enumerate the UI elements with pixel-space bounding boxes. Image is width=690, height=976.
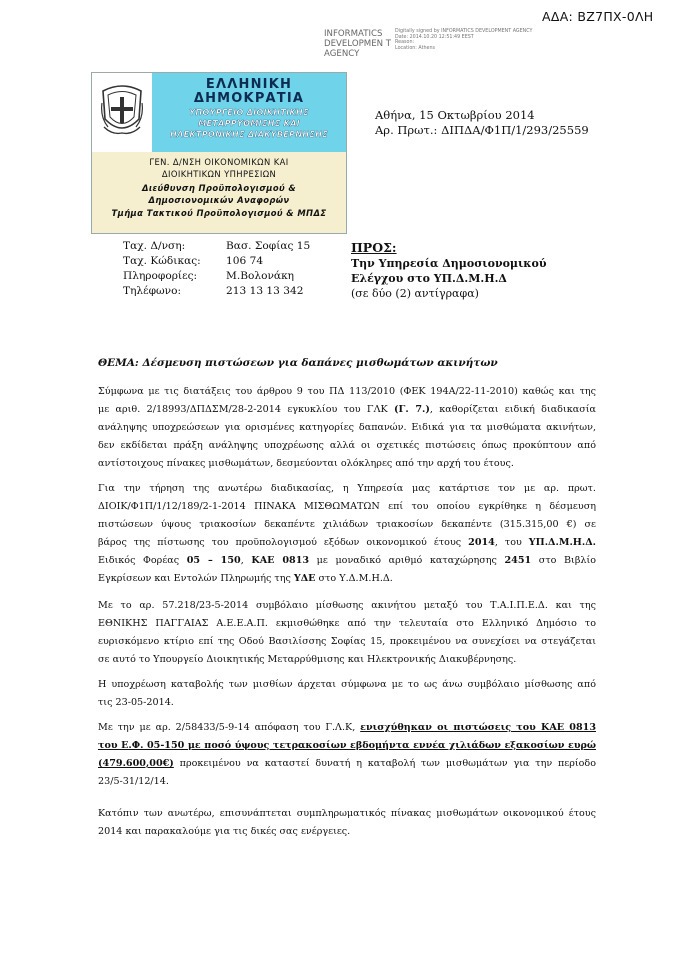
contact-value: 213 13 13 342 bbox=[226, 285, 304, 297]
contact-value: 106 74 bbox=[226, 255, 264, 267]
directorate-line3: Διεύθυνση Προϋπολογισμού & bbox=[141, 183, 297, 193]
body-line: Για την τήρηση της ανωτέρω διαδικασίας, η Υπηρεσία μας κατάρτισε τον με αρ. πρωτ. bbox=[98, 483, 596, 494]
body-line: Η υποχρέωση καταβολής των μισθίων άρχεται σύμφωνα με το ως άνω συμβόλαιο μίσθωσης από bbox=[98, 679, 596, 690]
greek-coat-of-arms-icon bbox=[100, 83, 144, 139]
body-line: (479.600,00€) προκειμένου να καταστεί δυνατή η καταβολή των μισθωμάτων για την περίοδο bbox=[98, 758, 596, 769]
body-line: δεν εκδίδεται πράξη ανάληψης υποχρέωσης αλλά οι σχετικές πιστώσεις όπως προκύπτουν από bbox=[98, 440, 596, 451]
body-line: Ειδικός Φορέας 05 – 150, ΚΑΕ 0813 με μοναδικό αριθμό καταχώρησης 2451 στο Βιβλίο bbox=[98, 555, 596, 566]
directorate-line5: Τμήμα Τακτικού Προϋπολογισμού & ΜΠΔΣ bbox=[111, 208, 327, 218]
body-line: Με την με αρ. 2/58433/5-9-14 απόφαση του Γ.Λ.Κ, ενισχύθηκαν οι πιστώσεις του ΚΑΕ 0813 bbox=[98, 722, 596, 733]
body-line: αντίστοιχους πίνακες μισθωμάτων, δεσμεύονται ολόκληρες από την αρχή του έτους. bbox=[98, 458, 514, 469]
recipient-line1: Την Υπηρεσία Δημοσιονομικού bbox=[351, 257, 547, 270]
contact-label: Τηλέφωνο: bbox=[123, 285, 182, 297]
ministry-line2: ΜΕΤΑΡΡΥΘΜΙΣΗΣ ΚΑΙ bbox=[198, 118, 300, 128]
digital-signature-agency: INFORMATICS DEVELOPMEN T AGENCY bbox=[324, 29, 392, 59]
body-line: με αριθ. 2/18993/ΔΠΔΣΜ/28-2-2014 εγκυκλίου του ΓΛΚ (Γ. 7.), καθορίζεται ειδική διαδικασία bbox=[98, 404, 596, 415]
protocol-number: Αρ. Πρωτ.: ΔΙΠΔΑ/Φ1Π/1/293/25559 bbox=[375, 123, 589, 137]
body-line: τις 23-05-2014. bbox=[98, 697, 174, 708]
ada-code: ΑΔΑ: ΒΖ7ΠΧ-0ΛΗ bbox=[542, 9, 654, 24]
body-line: πιστώσεων ύψους τριακοσίων δεκαπέντε χιλιάδων τριακοσίων δεκαπέντε (315.315,00 €) σε bbox=[98, 519, 596, 530]
logo-title-line1: ΕΛΛΗΝΙΚΗ bbox=[205, 77, 293, 92]
body-line: βάρος της πίστωσης του προϋπολογισμού εξόδων οικονομικού έτους 2014, του ΥΠ.Δ.Μ.Η.Δ. bbox=[98, 537, 596, 548]
body-line: Κατόπιν των ανωτέρω, επισυνάπτεται συμπληρωματικός πίνακας μισθωμάτων οικονομικού έτους bbox=[98, 808, 596, 819]
subject-line: ΘΕΜΑ: Δέσμευση πιστώσεων για δαπάνες μισθωμάτων ακινήτων bbox=[98, 357, 498, 369]
body-line: ΕΘΝΙΚΗΣ ΠΑΓΓΑΙΑΣ Α.Ε.Ε.Α.Π. εκμισθώθηκε από την τελευταία στο Ελληνικό Δημόσιο το bbox=[98, 618, 596, 629]
directorate-line1: ΓΕΝ. Δ/ΝΣΗ ΟΙΚΟΝΟΜΙΚΩΝ ΚΑΙ bbox=[149, 157, 289, 167]
body-line: ΔΙΟΙΚ/Φ1Π/1/12/189/2-1-2014 ΠΙΝΑΚΑ ΜΙΣΘΩΜΑΤΩΝ επί του οποίου εγκρίθηκε η δέσμευση bbox=[98, 501, 596, 512]
contact-value: Βασ. Σοφίας 15 bbox=[226, 240, 311, 252]
body-line: ευρισκόμενο κτίριο επί της Οδού Βασιλίσσης Σοφίας 15, προκειμένου να συνεχίσει να στεγάζεται bbox=[98, 636, 596, 647]
body-line: 23/5-31/12/14. bbox=[98, 776, 169, 787]
recipient-line3: (σε δύο (2) αντίγραφα) bbox=[351, 287, 479, 300]
body-line: Εγκρίσεων και Εντολών Πληρωμής της ΥΔΕ στο Υ.Δ.Μ.Η.Δ. bbox=[98, 573, 393, 584]
recipient-line2: Ελέγχου στο ΥΠ.Δ.Μ.Η.Δ bbox=[351, 272, 507, 285]
body-line: Με το αρ. 57.218/23-5-2014 συμβόλαιο μίσθωσης ακινήτου μεταξύ του Τ.Α.Ι.Π.Ε.Δ. και της bbox=[98, 600, 596, 611]
body-line: σε αυτό το Υπουργείο Διοικητικής Μεταρρύθμισης και Ηλεκτρονικής Διακυβέρνησης. bbox=[98, 654, 517, 665]
body-line: ανάληψης υποχρεώσεων για ορισμένες κατηγορίες δαπανών. Ειδικά για τα μισθώματα ακινήτων, bbox=[98, 422, 596, 433]
contact-label: Ταχ. Δ/νση: bbox=[123, 240, 186, 252]
recipient-heading: ΠΡΟΣ: bbox=[351, 240, 397, 255]
ministry-line1: ΥΠΟΥΡΓΕΙΟ ΔΙΟΙΚΗΤΙΚΗΣ bbox=[189, 107, 309, 117]
ministry-line3: ΗΛΕΚΤΡΟΝΙΚΗΣ ΔΙΑΚΥΒΕΡΝΗΣΗΣ bbox=[170, 129, 328, 139]
letterhead-logo bbox=[91, 72, 347, 234]
directorate-line4: Δημοσιονομικών Αναφορών bbox=[148, 195, 290, 205]
contact-label: Ταχ. Κώδικας: bbox=[123, 255, 201, 267]
digital-signature-details: Digitally signed by INFORMATICS DEVELOPMENT AGENCY Date: 2014.10.20 12:51:49 EEST Reason: Location: Athens bbox=[395, 29, 533, 51]
body-line: Σύμφωνα με τις διατάξεις του άρθρου 9 του ΠΔ 113/2010 (ΦΕΚ 194Α/22-11-2010) καθώς και της bbox=[98, 386, 596, 397]
logo-title-line2: ΔΗΜΟΚΡΑΤΙΑ bbox=[193, 91, 305, 106]
directorate-line2: ΔΙΟΙΚΗΤΙΚΩΝ ΥΠΗΡΕΣΙΩΝ bbox=[161, 169, 277, 179]
contact-label: Πληροφορίες: bbox=[123, 270, 198, 282]
body-line: 2014 και παρακαλούμε για τις δικές σας ενέργειες. bbox=[98, 826, 351, 837]
document-date: Αθήνα, 15 Οκτωβρίου 2014 bbox=[375, 108, 535, 122]
body-line: του Ε.Φ. 05-150 με ποσό ύψους τετρακοσίων εβδομήντα εννέα χιλιάδων εξακοσίων ευρώ bbox=[98, 740, 596, 751]
contact-value: Μ.Βολονάκη bbox=[226, 270, 295, 282]
